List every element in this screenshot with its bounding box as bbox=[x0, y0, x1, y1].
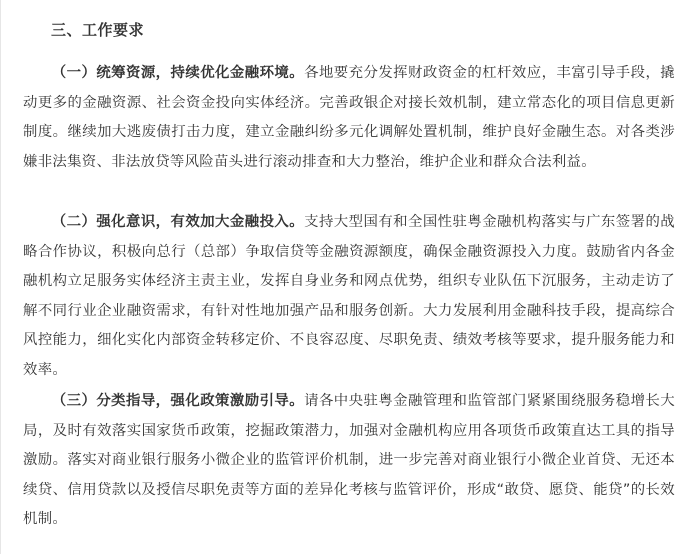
paragraph-3 bbox=[23, 387, 675, 535]
paragraph-2-lead: （二）强化意识，有效加大金融投入。 bbox=[51, 214, 305, 230]
paragraph-3-body: 请各中央驻粤金融管理和监管部门紧紧围绕服务稳增长大局，及时有效落实国家货币政策，挖掘政策潜力，加强对金融机构应用各项货币政策直达工具的指导激励。落实对商业银行服务小微企业的监管评价机制，进一步完善对商业银行小微企业首贷、无还本续贷、信用贷款以及授信尽职免责等方面的差异化考核与监管评价，形成“敢贷、愿贷、能贷”的长效机制。 bbox=[23, 393, 675, 528]
paragraph-2-body: 支持大型国有和全国性驻粤金融机构落实与广东签署的战略合作协议，积极向总行（总部）争取信贷等金融资源额度，确保金融资源投入力度。鼓励省内各金融机构立足服务实体经济主责主业，发挥自身业务和网点优势，组织专业队伍下沉服务，主动走访了解不同行业企业融资需求，有针对性地加强产品和服务创新。大力发展利用金融科技手段，提高综合风控能力，细化实化内部资金转移定价、不良容忍度、尽职免责、绩效考核等要求，提升服务能力和效率。 bbox=[23, 214, 675, 378]
paragraph-2 bbox=[23, 208, 675, 386]
paragraph-1 bbox=[23, 59, 675, 177]
paragraph-3-lead: （三）分类指导，强化政策激励引导。 bbox=[51, 393, 305, 409]
section-heading: 三、工作要求 bbox=[51, 21, 145, 39]
paragraph-1-body: 各地要充分发挥财政资金的杠杆效应，丰富引导手段，撬动更多的金融资源、社会资金投向实体经济。完善政银企对接长效机制，建立常态化的项目信息更新制度。继续加大逃废债打击力度，建立金融纠纷多元化调解处置机制，维护良好金融生态。对各类涉嫌非法集资、非法放贷等风险苗头进行滚动排查和大力整治，维护企业和群众合法利益。 bbox=[23, 65, 675, 170]
paragraph-1-lead: （一）统筹资源，持续优化金融环境。 bbox=[51, 65, 305, 81]
